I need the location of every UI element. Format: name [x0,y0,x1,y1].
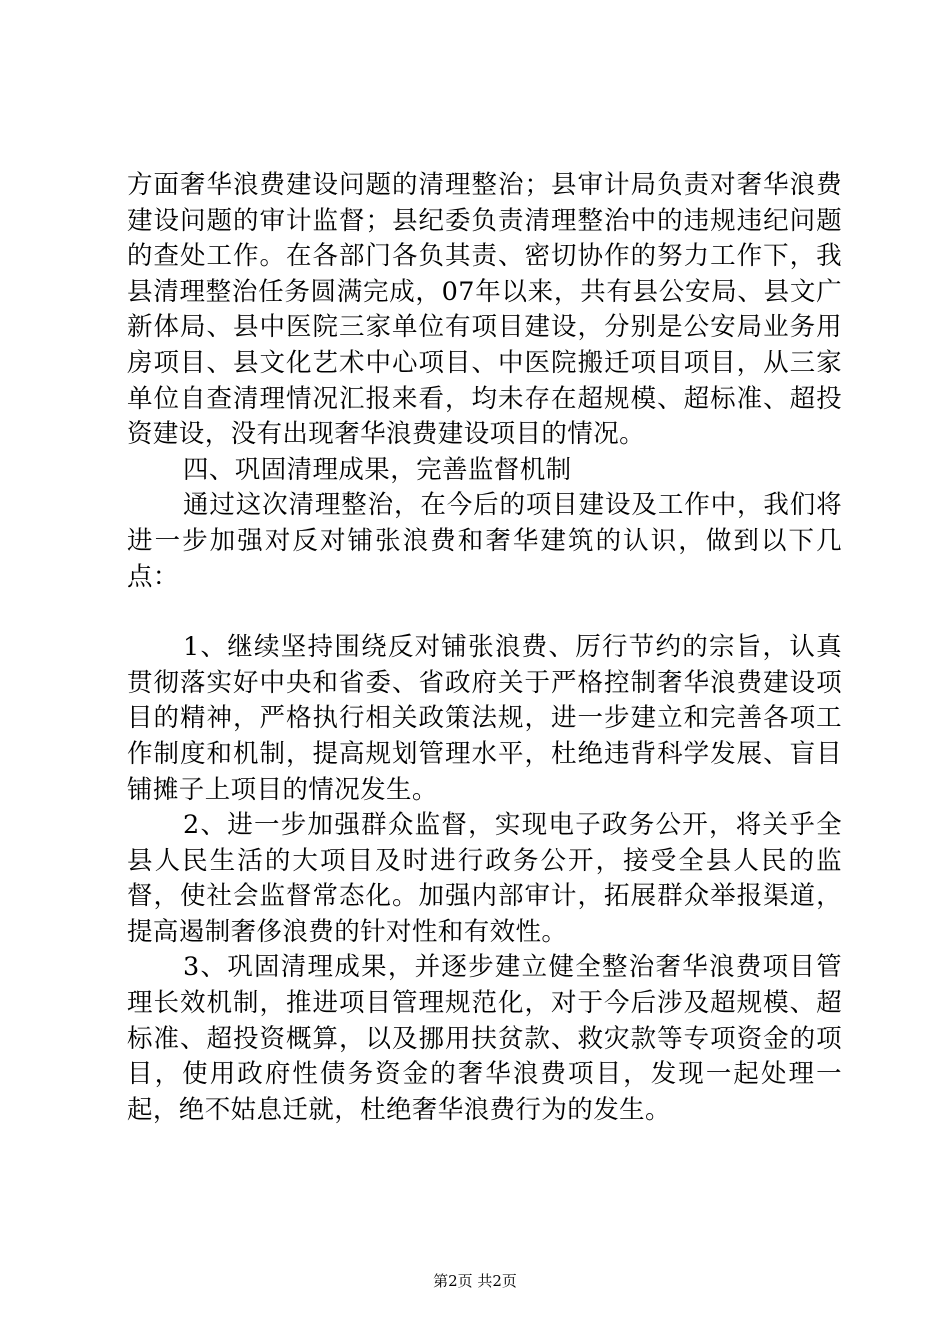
blank-line [127,595,842,630]
paragraph-intro: 通过这次清理整治，在今后的项目建设及工作中，我们将进一步加强对反对铺张浪费和奢华建筑的认识，做到以下几点： [127,490,842,592]
list-item-3: 3、巩固清理成果，并逐步建立健全整治奢华浪费项目管理长效机制，推进项目管理规范化，对于今后涉及超规模、超标准、超投资概算，以及挪用扶贫款、救灾款等专项资金的项目，使用政府性债务资金的奢华浪费项目，发现一起处理一起，绝不姑息迁就，杜绝奢华浪费行为的发生。 [127,952,842,1125]
list-item-1: 1、继续坚持围绕反对铺张浪费、厉行节约的宗旨，认真贯彻落实好中央和省委、省政府关于严格控制奢华浪费建设项目的精神，严格执行相关政策法规，进一步建立和完善各项工作制度和机制，提高规划管理水平，杜绝违背科学发展、盲目铺摊子上项目的情况发生。 [127,632,842,805]
list-item-2: 2、进一步加强群众监督，实现电子政务公开，将关乎全县人民生活的大项目及时进行政务公开，接受全县人民的监督，使社会监督常态化。加强内部审计，拓展群众举报渠道，提高遏制奢侈浪费的针对性和有效性。 [127,810,842,947]
page-footer: 第2页 共2页 [433,1272,517,1290]
document-body [127,168,842,1128]
paragraph-continuation: 方面奢华浪费建设问题的清理整治；县审计局负责对奢华浪费建设问题的审计监督；县纪委负责清理整治中的违规违纪问题的查处工作。在各部门各负其责、密切协作的努力工作下，我县清理整治任务圆满完成，07年以来，共有县公安局、县文广新体局、县中医院三家单位有项目建设，分别是公安局业务用房项目、县文化艺术中心项目、中医院搬迁项目项目，从三家单位自查清理情况汇报来看，均未存在超规模、超标准、超投资建设，没有出现奢华浪费建设项目的情况。 [127,170,842,450]
section-heading: 四、巩固清理成果，完善监督机制 [183,454,572,485]
